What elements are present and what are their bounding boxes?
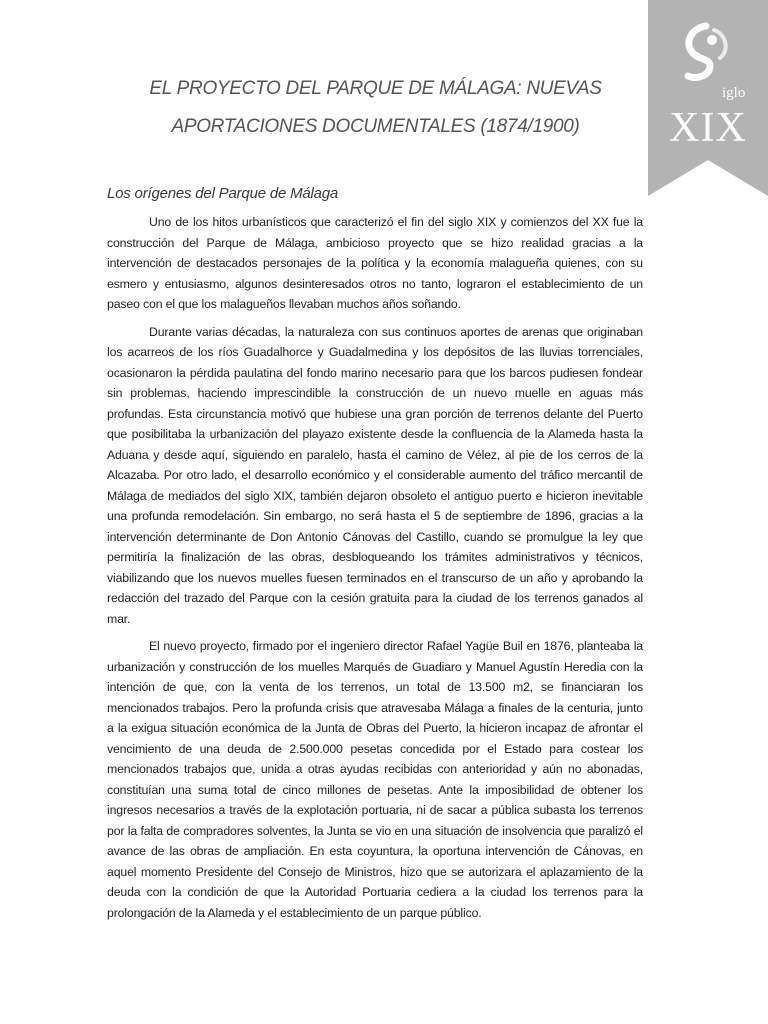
title-line-2: APORTACIONES DOCUMENTALES (1874/1900) <box>171 116 580 137</box>
title-line-1: EL PROYECTO DEL PARQUE DE MÁLAGA: NUEVAS <box>149 78 602 99</box>
logo-big-text: XIX <box>669 105 747 151</box>
paragraph: Durante varias décadas, la naturaleza con sus continuos aportes de arenas que originaban los acarreos de los ríos Guadalhorce y Guadalmedina y los depósitos de las lluvias torrenciales, ocasionaron la pérdida paulatina del fondo marino necesario para que los barcos pudiesen fondear sin problemas, haciendo imprescindible la construcción de un nuevo muelle en aguas más profundas. Esta circunstancia motivó que hubiese una gran porción de terrenos delante del Puerto que posibilitaba la urbanización del playazo existente desde la confluencia de la Alameda hasta la Aduana y desde aquí, siguiendo en paralelo, hasta el camino de Vélez, al pie de los cerros de la Alcazaba. Por otro lado, el desarrollo económico y el considerable aumento del tráfico mercantil de Málaga de mediados del siglo XIX, también dejaron obsoleto el antiguo puerto e hicieron inevitable una profunda remodelación. Sin embargo, no será hasta el 5 de septiembre de 1896, gracias a la intervención determinante de Don Antonio Cánovas del Castillo, cuando se promulgue la ley que permitiría la finalización de las obras, desbloqueando los trámites administrativos y técnicos, viabilizando que los nuevos muelles fuesen terminados en el transcurso de un año y aprobando la redacción del trazado del Parque con la cesión gratuita para la ciudad de los terrenos ganados al mar. <box>107 324 643 626</box>
document-title <box>108 70 643 146</box>
paragraph: El nuevo proyecto, firmado por el ingeniero director Rafael Yagüe Buil en 1876, planteaba la urbanización y construcción de los muelles Marqués de Guadiaro y Manuel Agustín Heredia con la intención de que, con la venta de los terrenos, un total de 13.500 m2, se financiaran los mencionados trabajos. Pero la profunda crisis que atravesaba Málaga a finales de la centuria, junto a la exigua situación económica de la Junta de Obras del Puerto, la hicieron incapaz de afrontar el vencimiento de una deuda de 2.500.000 pesetas concedida por el Estado para costear los mencionados trabajos que, unida a otras ayudas recibidas con anterioridad y aún no abonadas, constituían una suma total de cinco millones de pesetas. Ante la imposibilidad de obtener los ingresos necesarios a través de la explotación portuaria, ni de sacar a pública subasta los terrenos por la falta de compradores solventes, la Junta se vio en una situación de insolvencia que paralizó el avance de las obras de ampliación. En esta coyuntura, la oportuna intervención de Cánovas, en aquel momento Presidente del Consejo de Ministros, hizo que se autorizara el aplazamiento de la deuda con la condición de que la Autoridad Portuaria cediera a la ciudad los terrenos para la prolongación de la Alameda y el establecimiento de un parque público. <box>107 639 643 920</box>
paragraph: Uno de los hitos urbanísticos que caracterizó el fin del siglo XIX y comienzos del XX fue la construcción del Parque de Málaga, ambicioso proyecto que se hizo realidad gracias a la intervención de destacados personajes de la política y la economía malagueña quienes, con su esmero y entusiasmo, algunos desinteresados otros no tanto, lograron el establecimiento de un paseo con el que los malagueños llevaban muchos años soñando. <box>107 215 643 311</box>
bookmark-ribbon-icon <box>648 0 768 196</box>
body-text <box>107 212 643 930</box>
logo-small-text: iglo <box>722 85 746 101</box>
siglo-xix-logo <box>648 0 768 196</box>
section-heading: Los orígenes del Parque de Málaga <box>107 185 339 202</box>
